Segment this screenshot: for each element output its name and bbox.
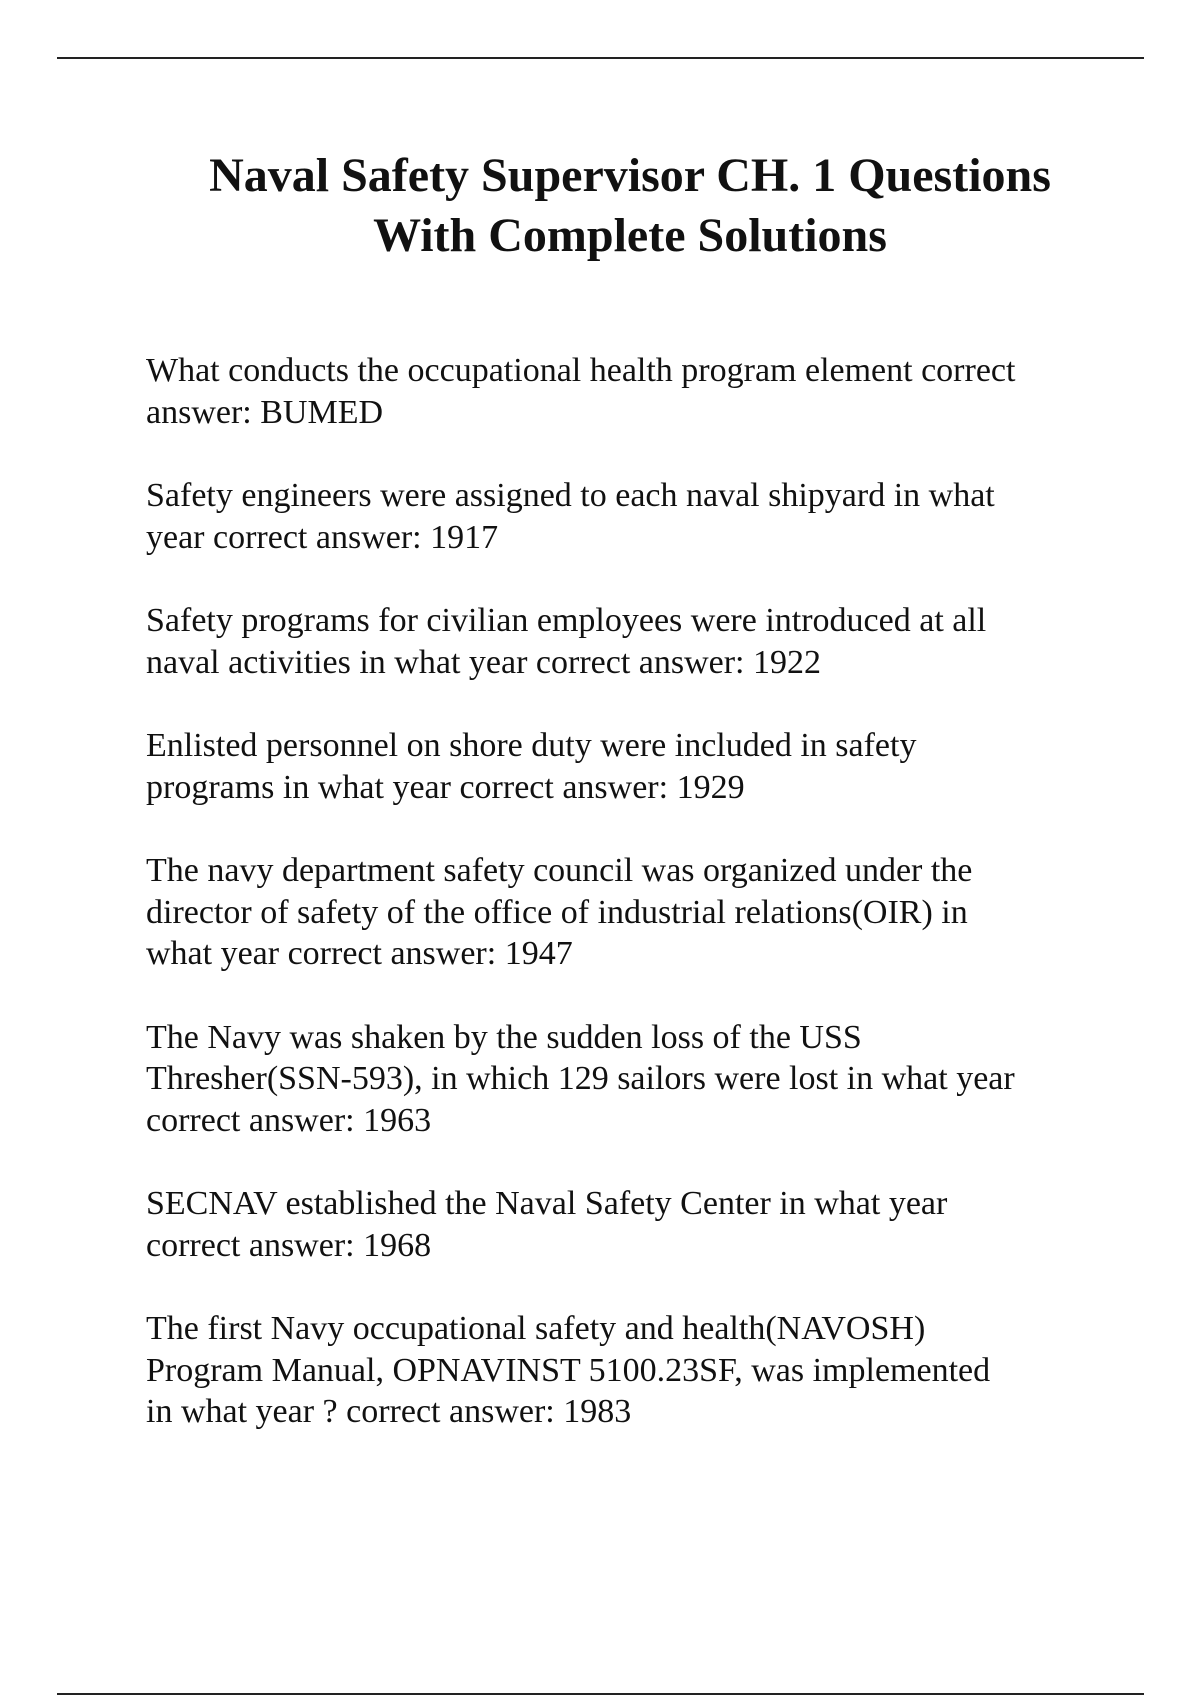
answer-text: 1917 xyxy=(430,518,499,556)
answer-prefix: correct answer: xyxy=(146,1226,364,1264)
question-line: What conducts the occupational health program element correct xyxy=(146,352,1016,389)
answer-line xyxy=(146,1391,1146,1433)
qa-item xyxy=(146,350,1146,433)
answer-line xyxy=(146,933,1146,975)
question-line: Program Manual, OPNAVINST 5100.23SF, was implemented xyxy=(146,1351,991,1389)
answer-text: BUMED xyxy=(260,393,384,431)
qa-item xyxy=(146,1308,1146,1433)
answer-text: 1922 xyxy=(753,643,822,681)
question-line: Safety engineers were assigned to each naval shipyard in what xyxy=(146,477,995,514)
answer-text: 1968 xyxy=(363,1226,432,1264)
answer-prefix: year correct answer: xyxy=(146,518,431,556)
top-rule xyxy=(57,57,1144,59)
qa-item xyxy=(146,600,1146,683)
answer-prefix: in what year ? correct answer: xyxy=(146,1393,564,1430)
document-title xyxy=(120,146,1140,266)
answer-line xyxy=(146,392,1146,434)
qa-list xyxy=(146,350,1146,1475)
question-line: The first Navy occupational safety and health(NAVOSH) xyxy=(146,1310,926,1347)
answer-prefix: answer: xyxy=(146,393,261,431)
answer-text: 1947 xyxy=(504,935,573,972)
qa-item xyxy=(146,475,1146,558)
question-line: Enlisted personnel on shore duty were included in safety xyxy=(146,727,917,764)
title-line-2: With Complete Solutions xyxy=(373,209,887,262)
answer-line xyxy=(146,1225,1146,1267)
qa-item xyxy=(146,850,1146,975)
answer-line xyxy=(146,1100,1146,1142)
question-line: The navy department safety council was organized under the xyxy=(146,852,973,889)
answer-line xyxy=(146,517,1146,559)
answer-prefix: programs in what year correct answer: xyxy=(146,768,677,806)
question-line: The Navy was shaken by the sudden loss of the USS xyxy=(146,1018,862,1056)
answer-line xyxy=(146,767,1146,809)
question-line: Safety programs for civilian employees were introduced at all xyxy=(146,602,987,639)
question-line: director of safety of the office of industrial relations(OIR) in xyxy=(146,893,968,931)
title-line-1: Naval Safety Supervisor CH. 1 Questions xyxy=(209,149,1051,202)
answer-text: 1929 xyxy=(676,768,745,806)
answer-prefix: what year correct answer: xyxy=(146,935,505,972)
question-line: Thresher(SSN-593), in which 129 sailors were lost in what year xyxy=(146,1060,1015,1097)
qa-item xyxy=(146,1183,1146,1266)
bottom-rule xyxy=(57,1693,1144,1695)
answer-prefix: naval activities in what year correct answer: xyxy=(146,643,754,681)
question-line: SECNAV established the Naval Safety Center in what year xyxy=(146,1185,948,1222)
answer-text: 1983 xyxy=(563,1393,632,1430)
answer-text: 1963 xyxy=(363,1101,432,1139)
qa-item xyxy=(146,1017,1146,1142)
answer-line xyxy=(146,642,1146,684)
qa-item xyxy=(146,725,1146,808)
answer-prefix: correct answer: xyxy=(146,1101,364,1139)
